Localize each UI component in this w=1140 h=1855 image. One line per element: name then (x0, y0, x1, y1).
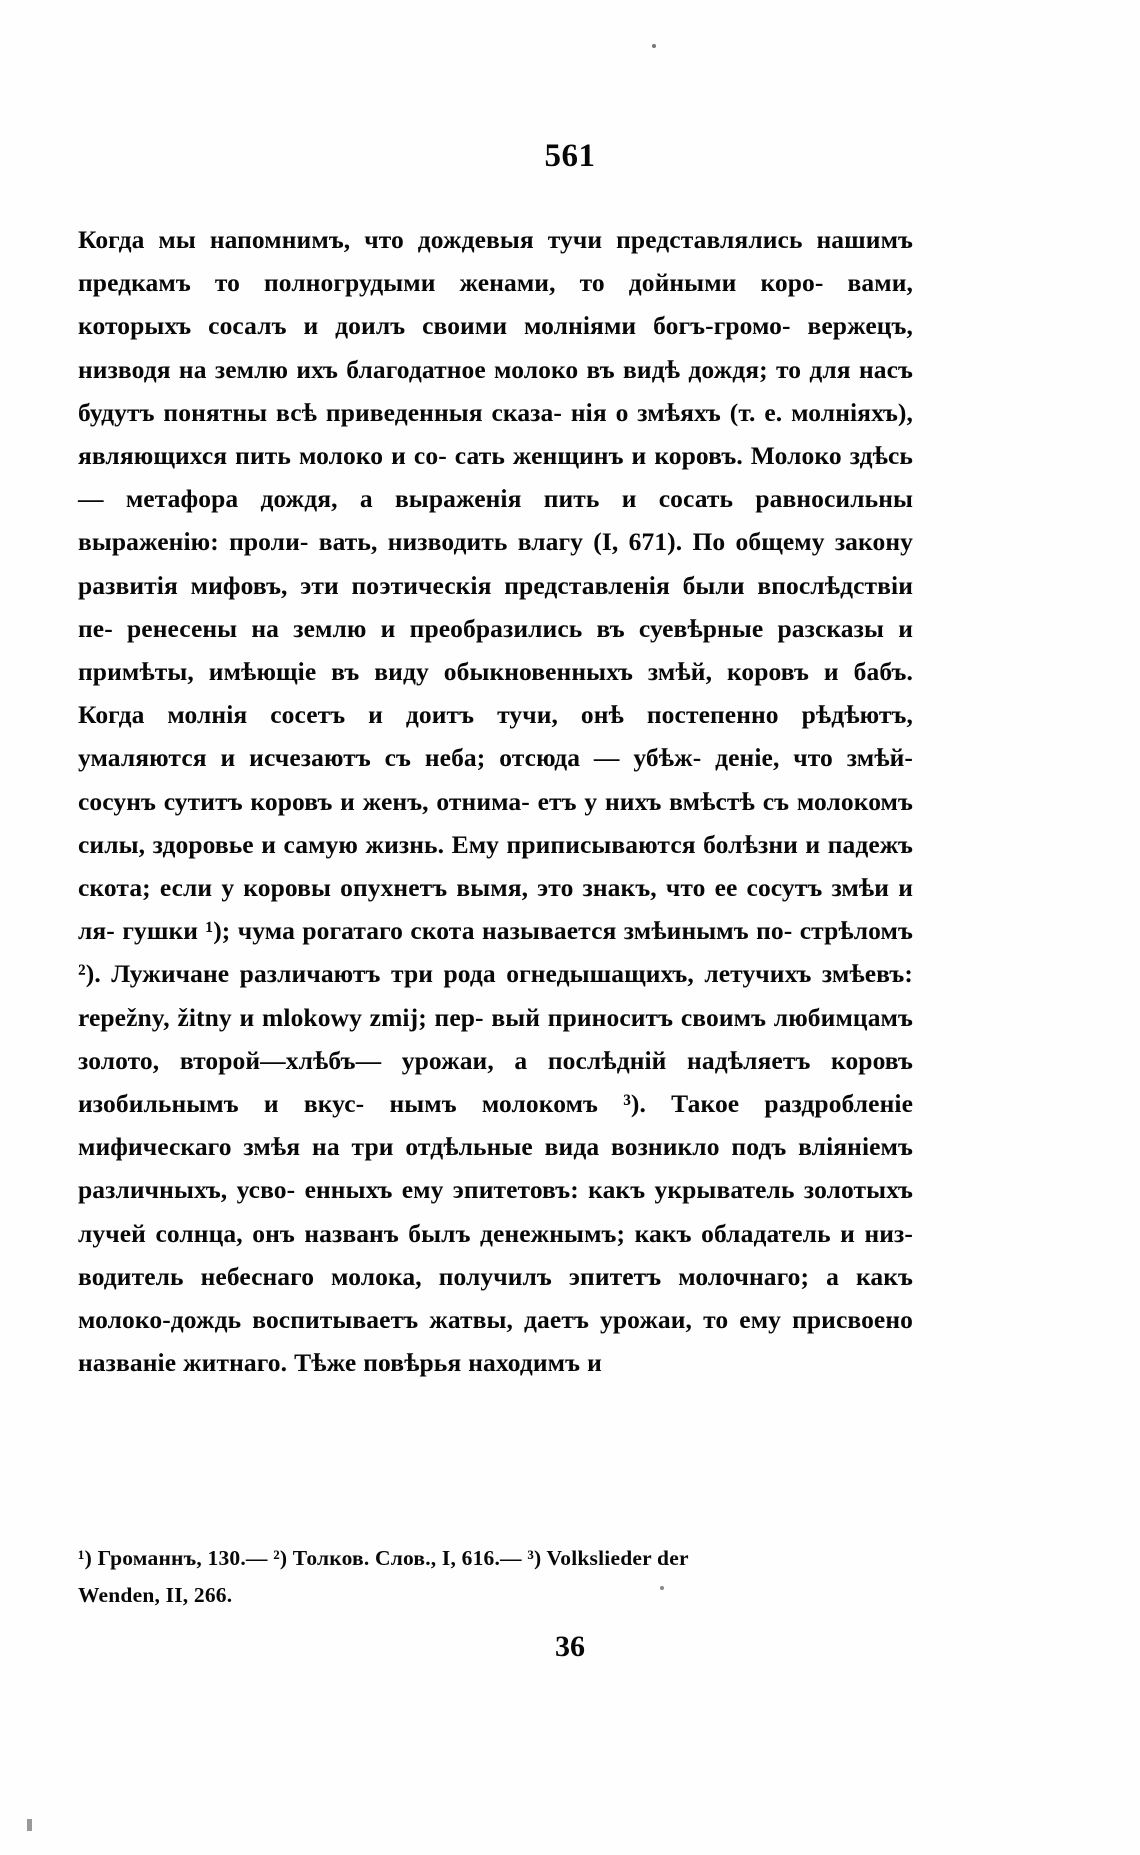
body-line: дождя; то для насъ будутъ понятны всѣ приведенныя сказа- (78, 354, 913, 427)
body-line: деніе, что змѣй-сосунъ сутитъ коровъ и женъ, отнима- (78, 743, 913, 816)
body-line: урожаи, а послѣдній надѣляетъ коровъ изобильнымъ и вкус- (78, 1045, 913, 1119)
body-line: выраженія пить и сосать равносильны выраженію: проли- (78, 484, 914, 557)
body-line: Когда мы напомнимъ, что дождевыя тучи представлялись (78, 225, 803, 254)
body-paragraph (78, 218, 913, 1384)
body-line: нашимъ предкамъ то полногрудыми женами, то дойными коро- (78, 225, 913, 298)
body-line: солнца, онъ названъ былъ денежнымъ; какъ обладатель и низ- (155, 1218, 913, 1248)
footnote-line: Wenden, II, 266. (78, 1583, 233, 1607)
body-line: сать женщинъ и коровъ. Молоко здѣсь — метафора дождя, а (78, 441, 913, 514)
footnote-block (78, 1540, 918, 1614)
body-line: нымъ молокомъ ³). Такое раздробленіе мифическаго змѣя на три (78, 1089, 913, 1162)
body-line: стрѣломъ ²). Лужичане различаютъ три рода огнедышащихъ, (78, 916, 913, 989)
body-line: енныхъ ему эпитетовъ: какъ укрыватель золотыхъ лучей (78, 1175, 913, 1248)
body-line: етъ у нихъ вмѣстѣ съ молокомъ силы, здоровье и самую (78, 786, 913, 859)
body-line: вать, низводить влагу (I, 671). По общему закону развитія (78, 527, 913, 600)
body-line: гушки ¹); чума рогатаго скота называется змѣинымъ по- (122, 916, 793, 946)
body-line: какъ молоко-дождь воспитываетъ жатвы, даетъ урожаи, то (78, 1261, 913, 1335)
body-line: водитель небеснаго молока, получилъ эпитетъ молочнаго; а (78, 1261, 839, 1291)
body-line: отдѣльные вида возникло подъ вліяніемъ различныхъ, усво- (78, 1132, 913, 1205)
scan-speck-bottom (27, 1819, 32, 1831)
body-line: мифовъ, эти поэтическія представленія были впослѣдствіи пе- (78, 570, 913, 643)
signature-number: 36 (555, 1630, 585, 1663)
body-line: рѣдѣютъ, умаляются и исчезаютъ съ неба; отсюда — убѣж- (78, 700, 913, 773)
page-number: 561 (544, 138, 596, 174)
body-line: вый приноситъ своимъ любимцамъ золото, второй—хлѣбъ— (78, 1002, 913, 1075)
body-line: нія о змѣяхъ (т. е. молніяхъ), являющихся пить молоко и со- (78, 397, 913, 471)
body-line: коровы опухнетъ вымя, это знакъ, что ее сосутъ змѣи и ля- (78, 873, 913, 946)
footnote-line: ¹) Громаннъ, 130.— ²) Толков. Слов., I, 616.— ³) Volkslieder der (78, 1546, 689, 1570)
body-line: вами, которыхъ сосалъ и доилъ своими молніями богъ-громо- (78, 268, 913, 341)
body-line: летучихъ змѣевъ: repežny, žitny и mlokowy zmij; пер- (78, 959, 913, 1032)
body-text-block (78, 218, 913, 1384)
body-line: жизнь. Ему приписываются болѣзни и падежъ скота; если у (78, 829, 913, 903)
body-line: бабъ. Когда молнія сосетъ и доитъ тучи, онѣ постепенно (78, 657, 913, 730)
scan-speck-top (652, 44, 656, 48)
body-line: вержецъ, низводя на землю ихъ благодатное молоко въ видѣ (78, 311, 913, 384)
body-line: и примѣты, имѣющіе въ виду обыкновенныхъ змѣй, коровъ и (78, 613, 913, 687)
body-line: ему присвоено названіе житнаго. Тѣже повѣрья находимъ и (78, 1305, 913, 1378)
body-line: ренесены на землю и преобразились въ суевѣрные разсказы (127, 613, 884, 643)
